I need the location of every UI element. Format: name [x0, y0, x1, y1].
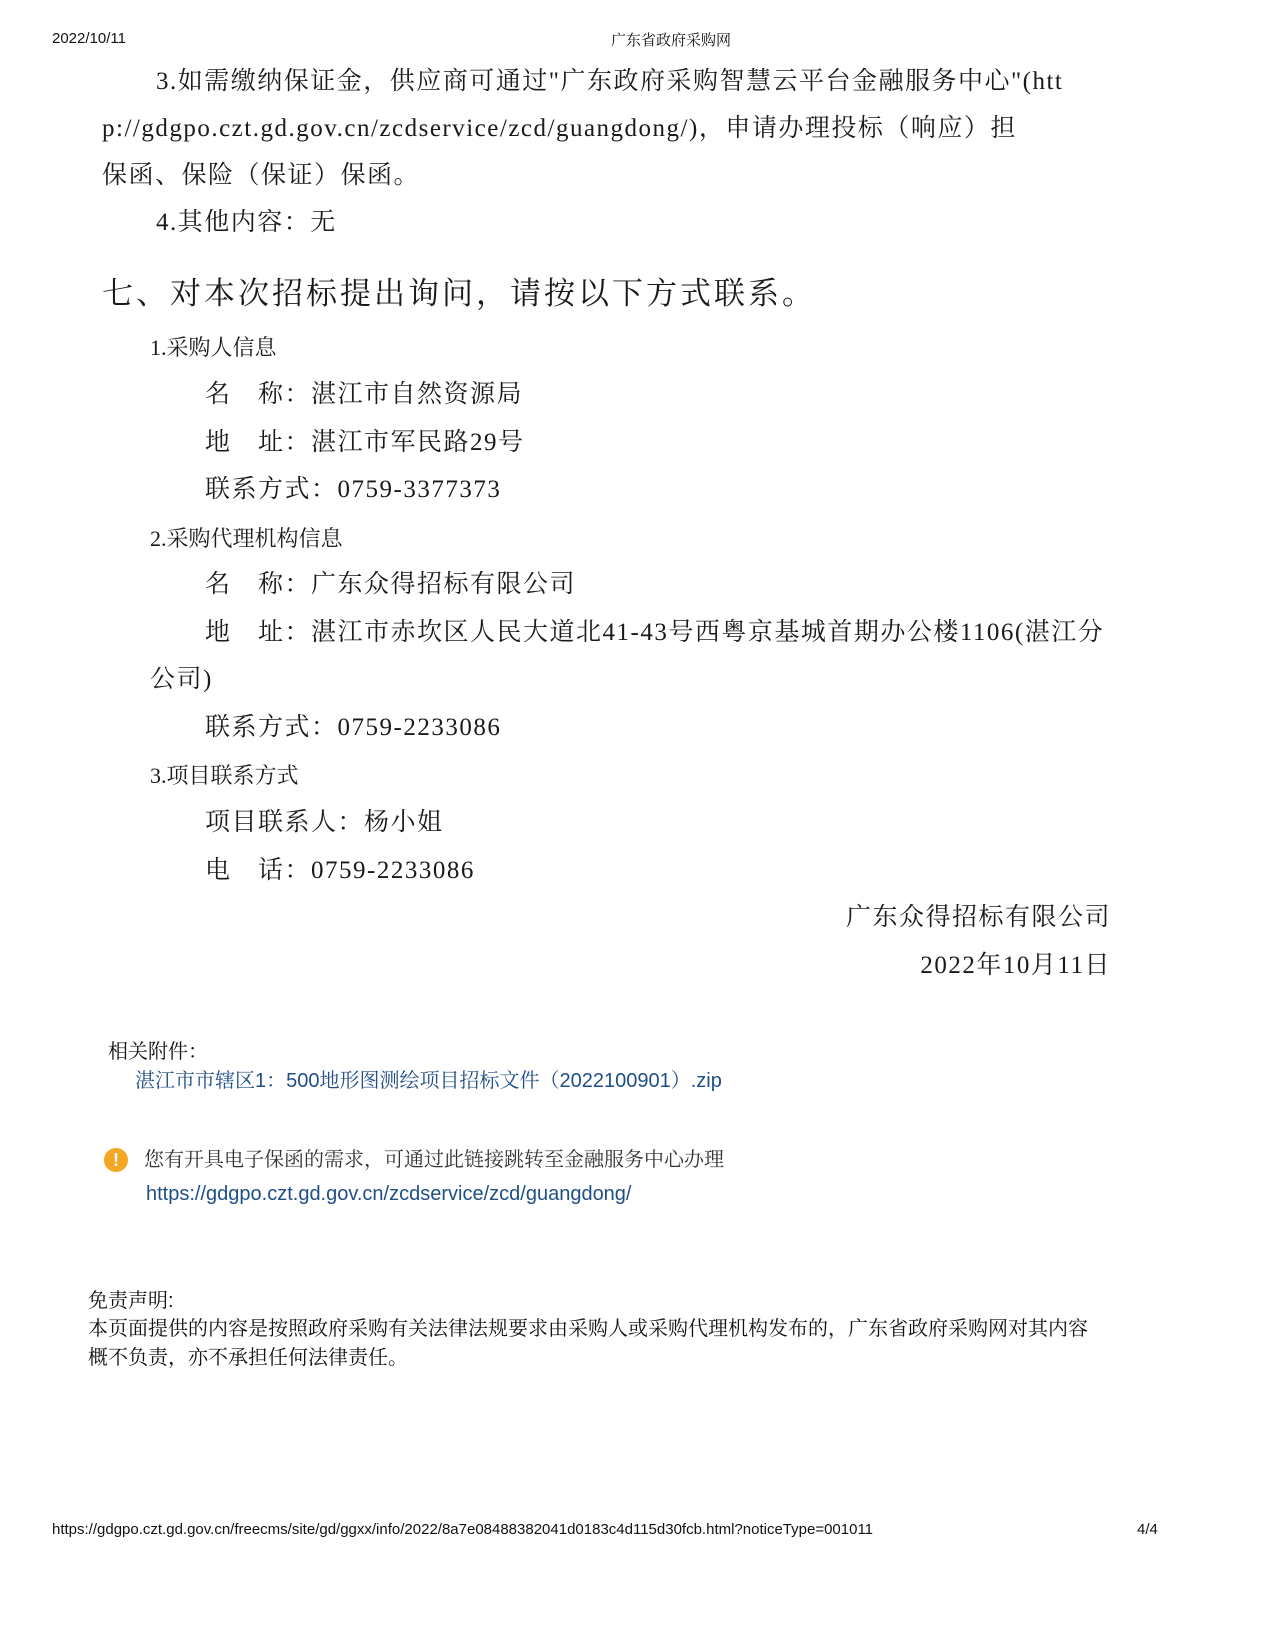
purchaser-contact: 联系方式：0759-3377373 — [205, 476, 502, 503]
guarantee-notice-text: 您有开具电子保函的需求，可通过此链接跳转至金融服务中心办理 — [144, 1149, 724, 1171]
exclamation-circle-icon: ! — [104, 1148, 128, 1172]
section-heading: 七、对本次招标提出询问，请按以下方式联系。 — [102, 276, 816, 311]
attachments-label: 相关附件： — [108, 1041, 208, 1063]
print-date: 2022/10/11 — [52, 30, 126, 47]
paragraph-4: 4.其他内容：无 — [156, 209, 337, 236]
paragraph-3-line-2: p://gdgpo.czt.gd.gov.cn/zcdservice/zcd/guangdong/)，申请办理投标（响应）担 — [102, 115, 1017, 142]
agency-address-line-1: 地 址：湛江市赤坎区人民大道北41-43号西粤京基城首期办公楼1106(湛江分 — [205, 619, 1105, 646]
purchaser-name: 名 称：湛江市自然资源局 — [205, 381, 524, 408]
page-number: 4/4 — [1137, 1521, 1158, 1538]
signature-date: 2022年10月11日 — [920, 952, 1111, 979]
paragraph-3-line-3: 保函、保险（保证）保函。 — [102, 162, 421, 189]
project-contact-person: 项目联系人：杨小姐 — [205, 809, 444, 836]
site-title: 广东省政府采购网 — [611, 32, 732, 49]
paragraph-3-line-1: 3.如需缴纳保证金，供应商可通过"广东政府采购智慧云平台金融服务中心"(htt — [156, 68, 1064, 95]
disclaimer-title: 免责声明: — [88, 1290, 174, 1312]
disclaimer-line-2: 概不负责，亦不承担任何法律责任。 — [88, 1347, 408, 1369]
agency-title: 2.采购代理机构信息 — [150, 526, 343, 551]
finance-center-link[interactable]: https://gdgpo.czt.gd.gov.cn/zcdservice/zcd/guangdong/ — [146, 1183, 632, 1205]
agency-name: 名 称：广东众得招标有限公司 — [205, 571, 577, 598]
attachment-file-link[interactable]: 湛江市市辖区1：500地形图测绘项目招标文件（2022100901）.zip — [135, 1070, 722, 1092]
purchaser-address: 地 址：湛江市军民路29号 — [205, 429, 525, 456]
purchaser-title: 1.采购人信息 — [150, 335, 277, 360]
agency-address-line-2: 公司) — [150, 666, 213, 693]
project-contact-phone: 电 话：0759-2233086 — [205, 857, 475, 884]
project-contact-title: 3.项目联系方式 — [150, 763, 299, 788]
agency-contact: 联系方式：0759-2233086 — [205, 714, 502, 741]
signature-company: 广东众得招标有限公司 — [845, 904, 1111, 931]
disclaimer-line-1: 本页面提供的内容是按照政府采购有关法律法规要求由采购人或采购代理机构发布的，广东省政府采购网对其内容 — [88, 1318, 1088, 1340]
footer-url: https://gdgpo.czt.gd.gov.cn/freecms/site/gd/ggxx/info/2022/8a7e08488382041d0183c4d115d30fcb.html?noticeType=001011 — [52, 1521, 874, 1538]
